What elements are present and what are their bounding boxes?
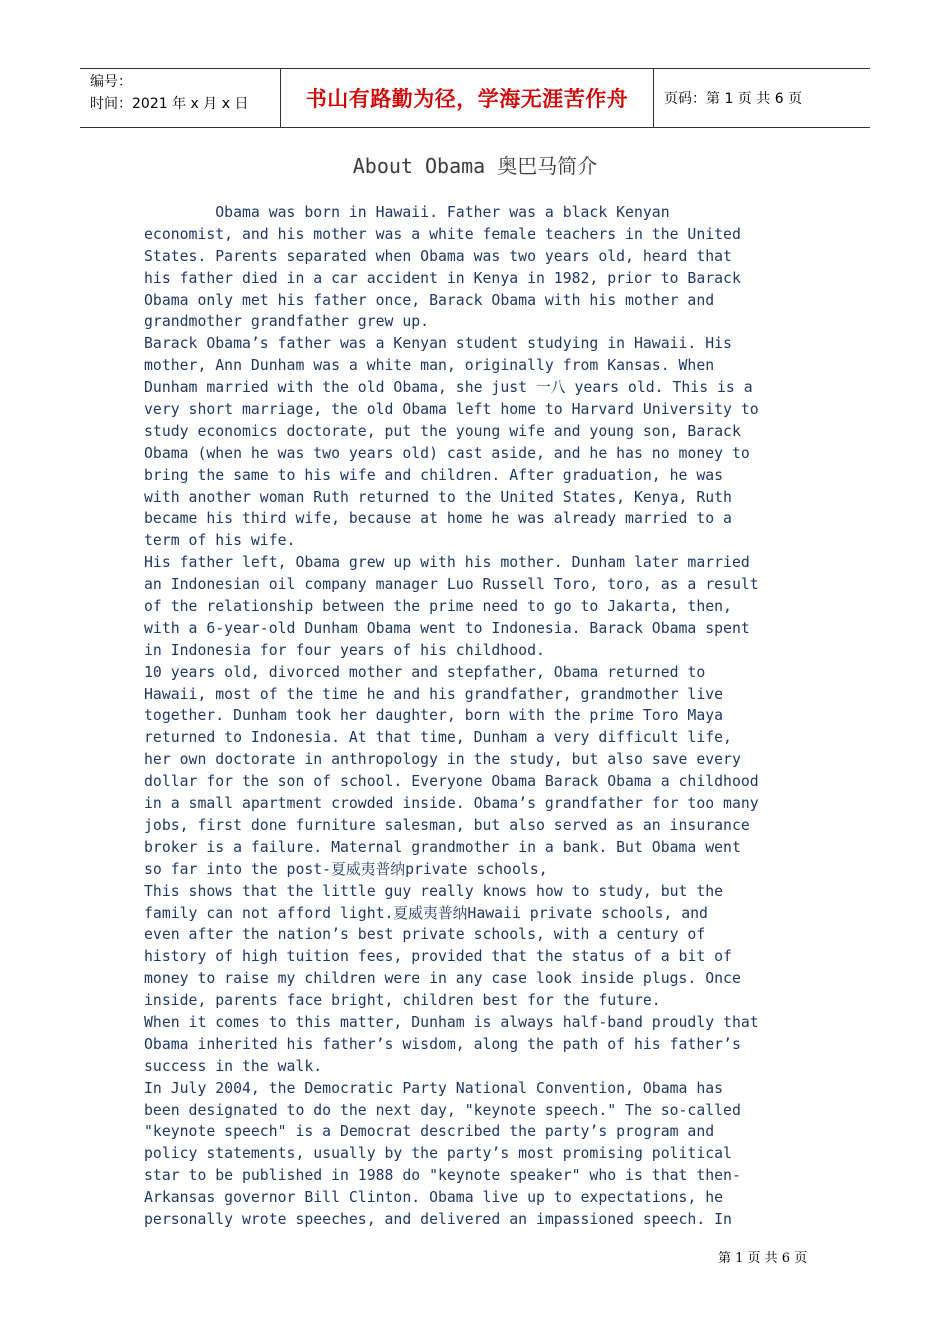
body-line: jobs, first done furniture salesman, but also served as an insurance: [144, 816, 750, 834]
footer-page-number: 第 1 页 共 6 页: [718, 1251, 808, 1266]
body-line: Arkansas governor Bill Clinton. Obama live up to expectations, he: [144, 1189, 724, 1207]
header-motto: 书山有路勤为径，学海无涯苦作舟: [281, 69, 654, 127]
body-line: history of high tuition fees, provided that the status of a bit of: [144, 948, 732, 966]
body-line: This shows that the little guy really knows how to study, but the: [144, 882, 724, 900]
body-line: His father left, Obama grew up with his mother. Dunham later married: [144, 554, 750, 572]
body-line: Obama (when he was two years old) cast aside, and he has no money to: [144, 444, 750, 462]
body-line: economist, and his mother was a white female teachers in the United: [144, 225, 741, 243]
body-line: study economics doctorate, put the young wife and young son, Barack: [144, 422, 741, 440]
body-line: an Indonesian oil company manager Luo Russell Toro, toro, as a result: [144, 576, 759, 594]
body-line: bring the same to his wife and children. After graduation, he was: [144, 466, 724, 484]
body-line: Barack Obama’s father was a Kenyan student studying in Hawaii. His: [144, 335, 732, 353]
body-line: In July 2004, the Democratic Party National Convention, Obama has: [144, 1079, 724, 1097]
body-line: "keynote speech" is a Democrat described the party’s program and: [144, 1123, 715, 1141]
body-line: her own doctorate in anthropology in the study, but also save every: [144, 751, 741, 769]
body-line: family can not afford light.夏威夷普纳Hawaii private schools, and: [144, 904, 708, 922]
body-line: with a 6-year-old Dunham Obama went to Indonesia. Barack Obama spent: [144, 619, 750, 637]
body-line: broker is a failure. Maternal grandmother in a bank. But Obama went: [144, 838, 741, 856]
body-line: very short marriage, the old Obama left home to Harvard University to: [144, 401, 759, 419]
body-line: Obama only met his father once, Barack Obama with his mother and: [144, 291, 715, 309]
body-line: money to raise my children were in any case look inside plugs. Once: [144, 970, 741, 988]
body-line: Obama inherited his father’s wisdom, along the path of his father’s: [144, 1035, 741, 1053]
body-line: Dunham married with the old Obama, she just 一八 years old. This is a: [144, 379, 753, 397]
body-line: personally wrote speeches, and delivered an impassioned speech. In: [144, 1210, 732, 1228]
body-line: term of his wife.: [144, 532, 296, 550]
body-line: in Indonesia for four years of his childhood.: [144, 641, 545, 659]
body-line: dollar for the son of school. Everyone Obama Barack Obama a childhood: [144, 773, 759, 791]
body-line: When it comes to this matter, Dunham is always half-band proudly that: [144, 1013, 759, 1031]
document-title: About Obama 奥巴马简介: [352, 154, 598, 178]
header-page-number: 页码：第 1 页 共 6 页: [664, 91, 803, 107]
body-line: even after the nation’s best private schools, with a century of: [144, 926, 706, 944]
body-line: his father died in a car accident in Kenya in 1982, prior to Barack: [144, 269, 741, 287]
header-number: 编号：: [90, 74, 132, 90]
body-line: success in the walk.: [144, 1057, 323, 1075]
body-line: policy statements, usually by the party’s most promising political: [144, 1145, 732, 1163]
body-line: star to be published in 1988 do "keynote speaker" who is that then-: [144, 1167, 741, 1185]
body-line: been designated to do the next day, "keynote speech." The so-called: [144, 1101, 741, 1119]
body-line: Hawaii, most of the time he and his grandfather, grandmother live: [144, 685, 724, 703]
page-header: [80, 68, 870, 128]
body-line: became his third wife, because at home he was already married to a: [144, 510, 732, 528]
body-line: Obama was born in Hawaii. Father was a black Kenyan: [144, 204, 670, 221]
body-line: mother, Ann Dunham was a white man, originally from Kansas. When: [144, 357, 715, 375]
document-body: [144, 202, 812, 1231]
body-line: of the relationship between the prime need to go to Jakarta, then,: [144, 598, 732, 616]
header-meta: [80, 69, 281, 127]
body-line: States. Parents separated when Obama was two years old, heard that: [144, 247, 732, 265]
body-line: inside, parents face bright, children best for the future.: [144, 992, 661, 1010]
body-line: with another woman Ruth returned to the United States, Kenya, Ruth: [144, 488, 732, 506]
header-time: 时间：2021 年 x 月 x 日: [90, 96, 249, 112]
body-line: together. Dunham took her daughter, born with the prime Toro Maya: [144, 707, 724, 725]
body-line: returned to Indonesia. At that time, Dunham a very difficult life,: [144, 729, 732, 747]
body-line: so far into the post-夏威夷普纳private schools,: [144, 860, 548, 878]
body-line: grandmother grandfather grew up.: [144, 313, 430, 331]
body-line: 10 years old, divorced mother and stepfather, Obama returned to: [144, 663, 706, 681]
body-line: in a small apartment crowded inside. Obama’s grandfather for too many: [144, 795, 759, 813]
